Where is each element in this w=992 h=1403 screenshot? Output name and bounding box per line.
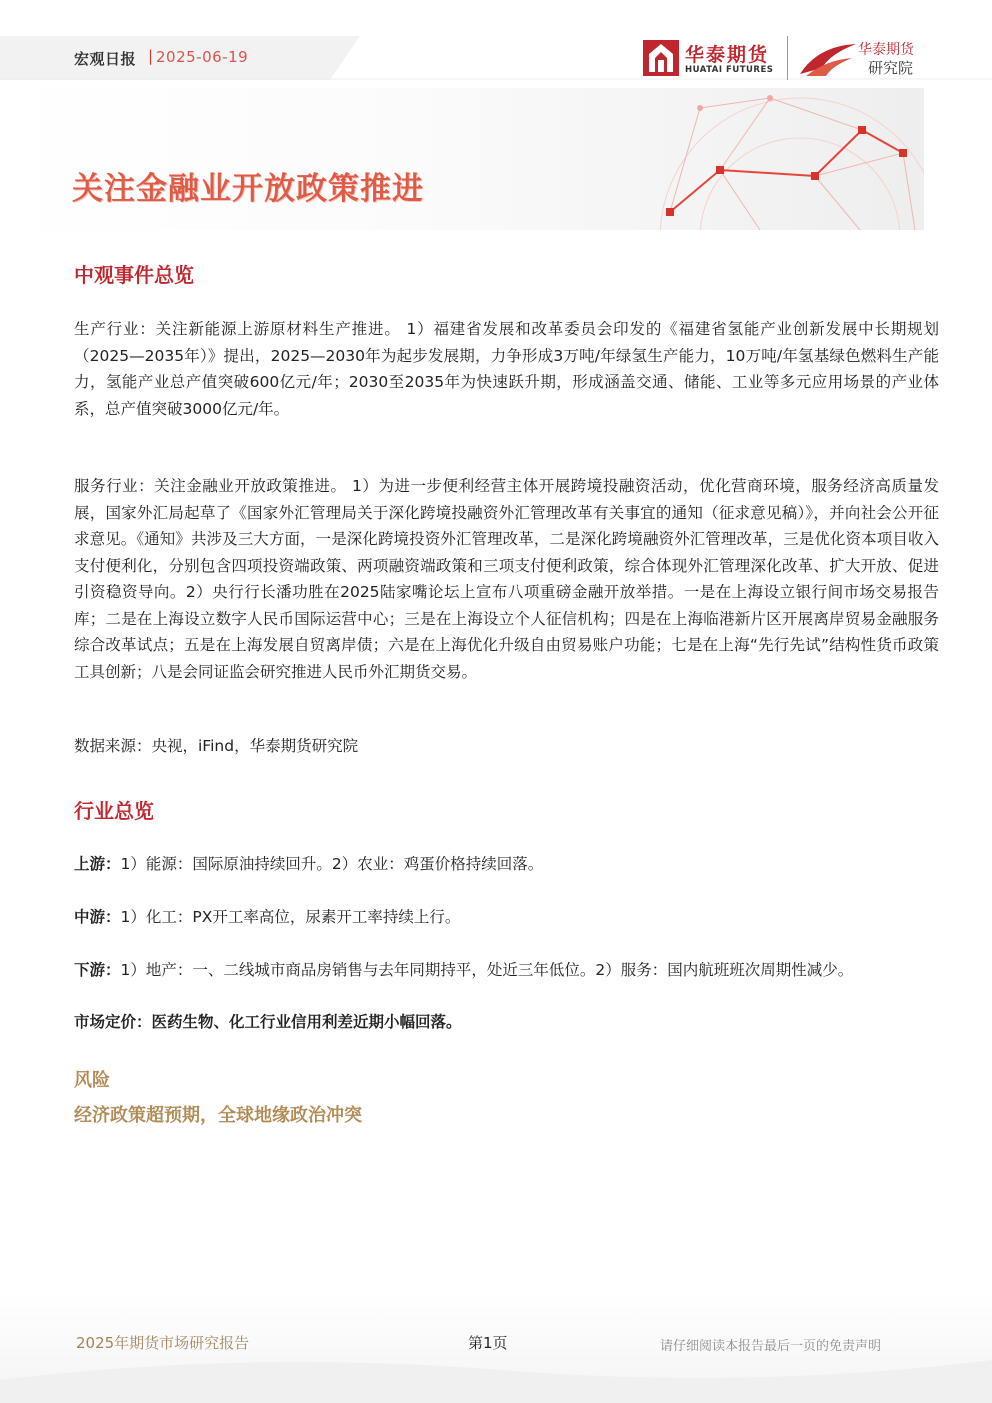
data-source: 数据来源：央视，iFind，华泰期货研究院 xyxy=(74,737,359,755)
logo-text-cn: 华泰期货 xyxy=(685,44,770,66)
downstream-line xyxy=(74,957,954,983)
report-type: 宏观日报 xyxy=(74,50,137,68)
institute-wing-icon xyxy=(796,38,858,80)
market-pricing-label: 市场定价： xyxy=(74,1013,152,1031)
page-number: 第1页 xyxy=(468,1334,508,1352)
upstream-line xyxy=(74,851,954,877)
production-paragraph: 生产行业：关注新能源上游原材料生产推进。 1）福建省发展和改革委员会印发的《福建省氢能产业创新发展中长期规划（2025—2035年）》提出，2025—2030年为起步发展期，力争形成3万吨/年绿氢生产能力，10万吨/年氢基绿色燃料生产能力，氢能产业总产值突破600亿元/年；2030至2035年为快速跃升期，形成涵盖交通、储能、工业等多元应用场景的产业体系，总产值突破3000亿元/年。 xyxy=(74,320,939,418)
title-banner xyxy=(0,88,924,230)
report-separator: | xyxy=(148,47,154,65)
risk-title: 风险 xyxy=(74,1070,110,1091)
midstream-label: 中游： xyxy=(74,908,121,926)
upstream-text: 1）能源：国际原油持续回升。2）农业：鸡蛋价格持续回落。 xyxy=(120,855,544,873)
risk-text: 经济政策超预期，全球地缘政治冲突 xyxy=(74,1105,362,1126)
institute-name-line1: 华泰期货 xyxy=(858,42,914,58)
downstream-text: 1）地产：一、二线城市商品房销售与去年同期持平，处近三年低位。2）服务：国内航班班次周期性减少。 xyxy=(120,961,854,979)
market-pricing-line xyxy=(74,1009,954,1035)
services-paragraph: 服务行业：关注金融业开放政策推进。 1）为进一步便利经营主体开展跨境投融资活动，优化营商环境，服务经济高质量发展，国家外汇局起草了《国家外汇管理局关于深化跨境投融资外汇管理改革有关事宜的通知（征求意见稿）》，并向社会公开征求意见。《通知》共涉及三大方面，一是深化跨境投资外汇管理改革，二是深化跨境融资外汇管理改革，三是优化资本项目收入支付便利化，分别包含四项投资端政策、两项融资端政策和三项支付便利政策，综合体现外汇管理深化改革、扩大开放、促进引资稳资导向。2）央行行长潘功胜在2025陆家嘴论坛上宣布八项重磅金融开放举措。一是在上海设立银行间市场交易报告库；二是在上海设立数字人民币国际运营中心；三是在上海设立个人征信机构；四是在上海临港新片区开展离岸贸易金融服务综合改革试点；五是在上海发展自贸离岸债；六是在上海优化升级自由贸易账户功能；七是在上海“先行先试”结构性货币政策工具创新；八是会同证监会研究推进人民币外汇期货交易。 xyxy=(74,477,939,681)
footer-report-name: 2025年期货市场研究报告 xyxy=(76,1334,250,1352)
downstream-label: 下游： xyxy=(74,961,121,979)
huatai-logo-icon xyxy=(643,40,679,76)
huatai-futures-logo xyxy=(643,40,783,78)
disclaimer-note: 请仔细阅读本报告最后一页的免责声明 xyxy=(660,1339,882,1354)
section-title-meso-events: 中观事件总览 xyxy=(74,263,194,287)
report-date: 2025-06-19 xyxy=(156,48,249,66)
logo-divider xyxy=(787,36,788,80)
midstream-line xyxy=(74,904,954,930)
midstream-text: 1）化工：PX开工率高位，尿素开工率持续上行。 xyxy=(120,908,461,926)
institute-name-line2: 研究院 xyxy=(868,59,914,77)
section-title-industry-overview: 行业总览 xyxy=(74,799,154,823)
report-title: 关注金融业开放政策推进 xyxy=(72,171,424,207)
market-pricing-text: 医药生物、化工行业信用利差近期小幅回落。 xyxy=(151,1013,462,1031)
upstream-label: 上游： xyxy=(74,855,121,873)
research-institute-logo xyxy=(796,38,926,80)
logo-text-en: HUATAI FUTURES xyxy=(685,65,774,75)
